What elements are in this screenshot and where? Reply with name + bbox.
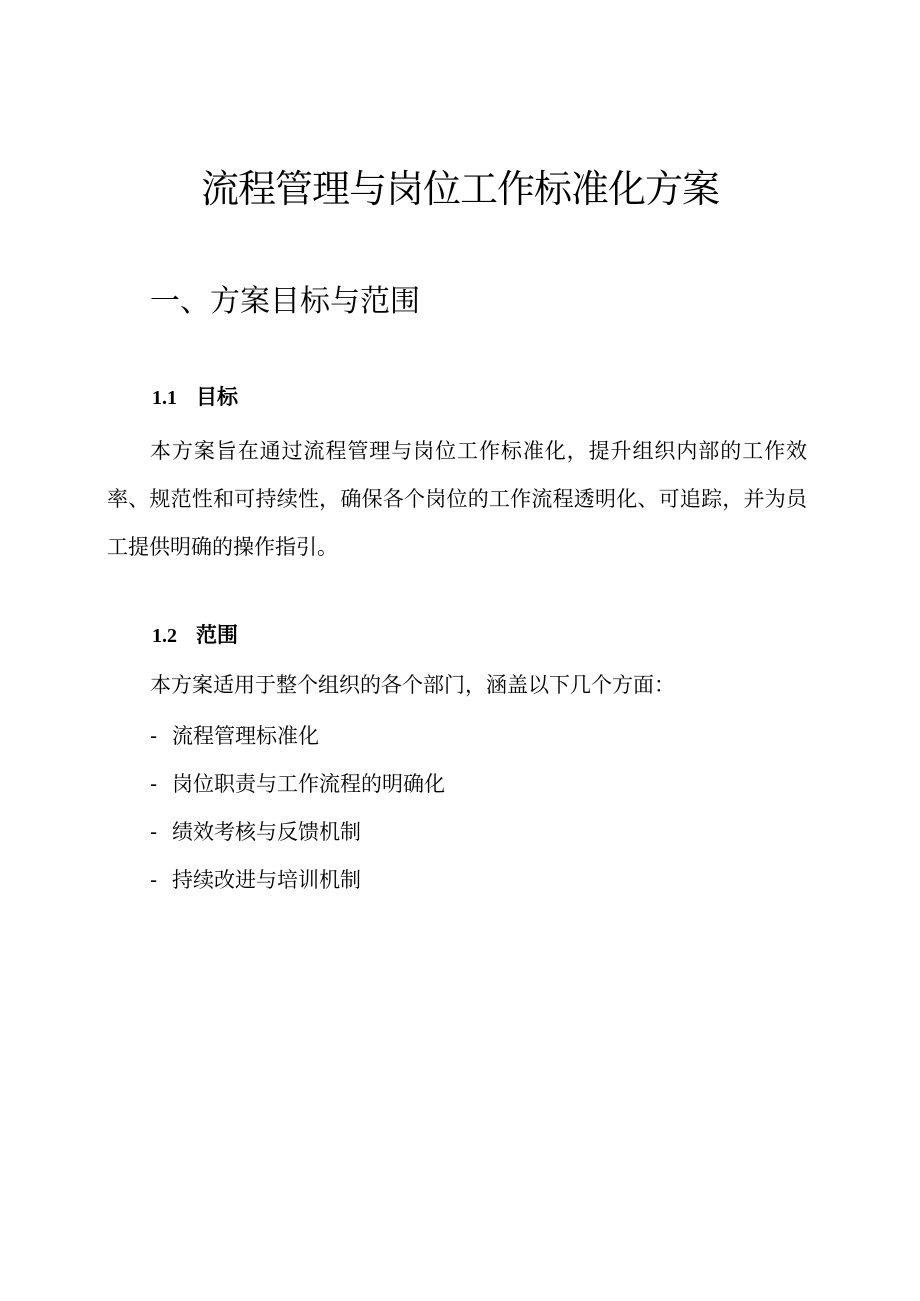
list-bullet: - (150, 724, 158, 748)
section-heading-goals-scope: 一、方案目标与范围 (150, 284, 420, 319)
subheading-scope (152, 621, 238, 650)
subheading-goal (152, 383, 238, 412)
list-item-text: 流程管理标准化 (172, 724, 319, 748)
list-item-text: 绩效考核与反馈机制 (172, 820, 361, 844)
list-item-text: 岗位职责与工作流程的明确化 (172, 772, 445, 796)
scope-list (150, 712, 445, 904)
goal-paragraph: 本方案旨在通过流程管理与岗位工作标准化，提升组织内部的工作效率、规范性和可持续性，确保各个岗位的工作流程透明化、可追踪，并为员工提供明确的操作指引。 (107, 439, 807, 559)
subheading-number: 1.2 (152, 625, 177, 647)
scope-intro-text: 本方案适用于整个组织的各个部门，涵盖以下几个方面： (150, 673, 675, 697)
subheading-number: 1.1 (152, 387, 177, 409)
subheading-label: 目标 (196, 385, 238, 409)
subheading-label: 范围 (196, 623, 238, 647)
list-bullet: - (150, 868, 158, 892)
list-item (150, 808, 445, 856)
list-bullet: - (150, 820, 158, 844)
list-item-text: 持续改进与培训机制 (172, 868, 361, 892)
list-item (150, 760, 445, 808)
list-item (150, 856, 445, 904)
list-bullet: - (150, 772, 158, 796)
list-item (150, 712, 445, 760)
document-title: 流程管理与岗位工作标准化方案 (200, 167, 719, 211)
